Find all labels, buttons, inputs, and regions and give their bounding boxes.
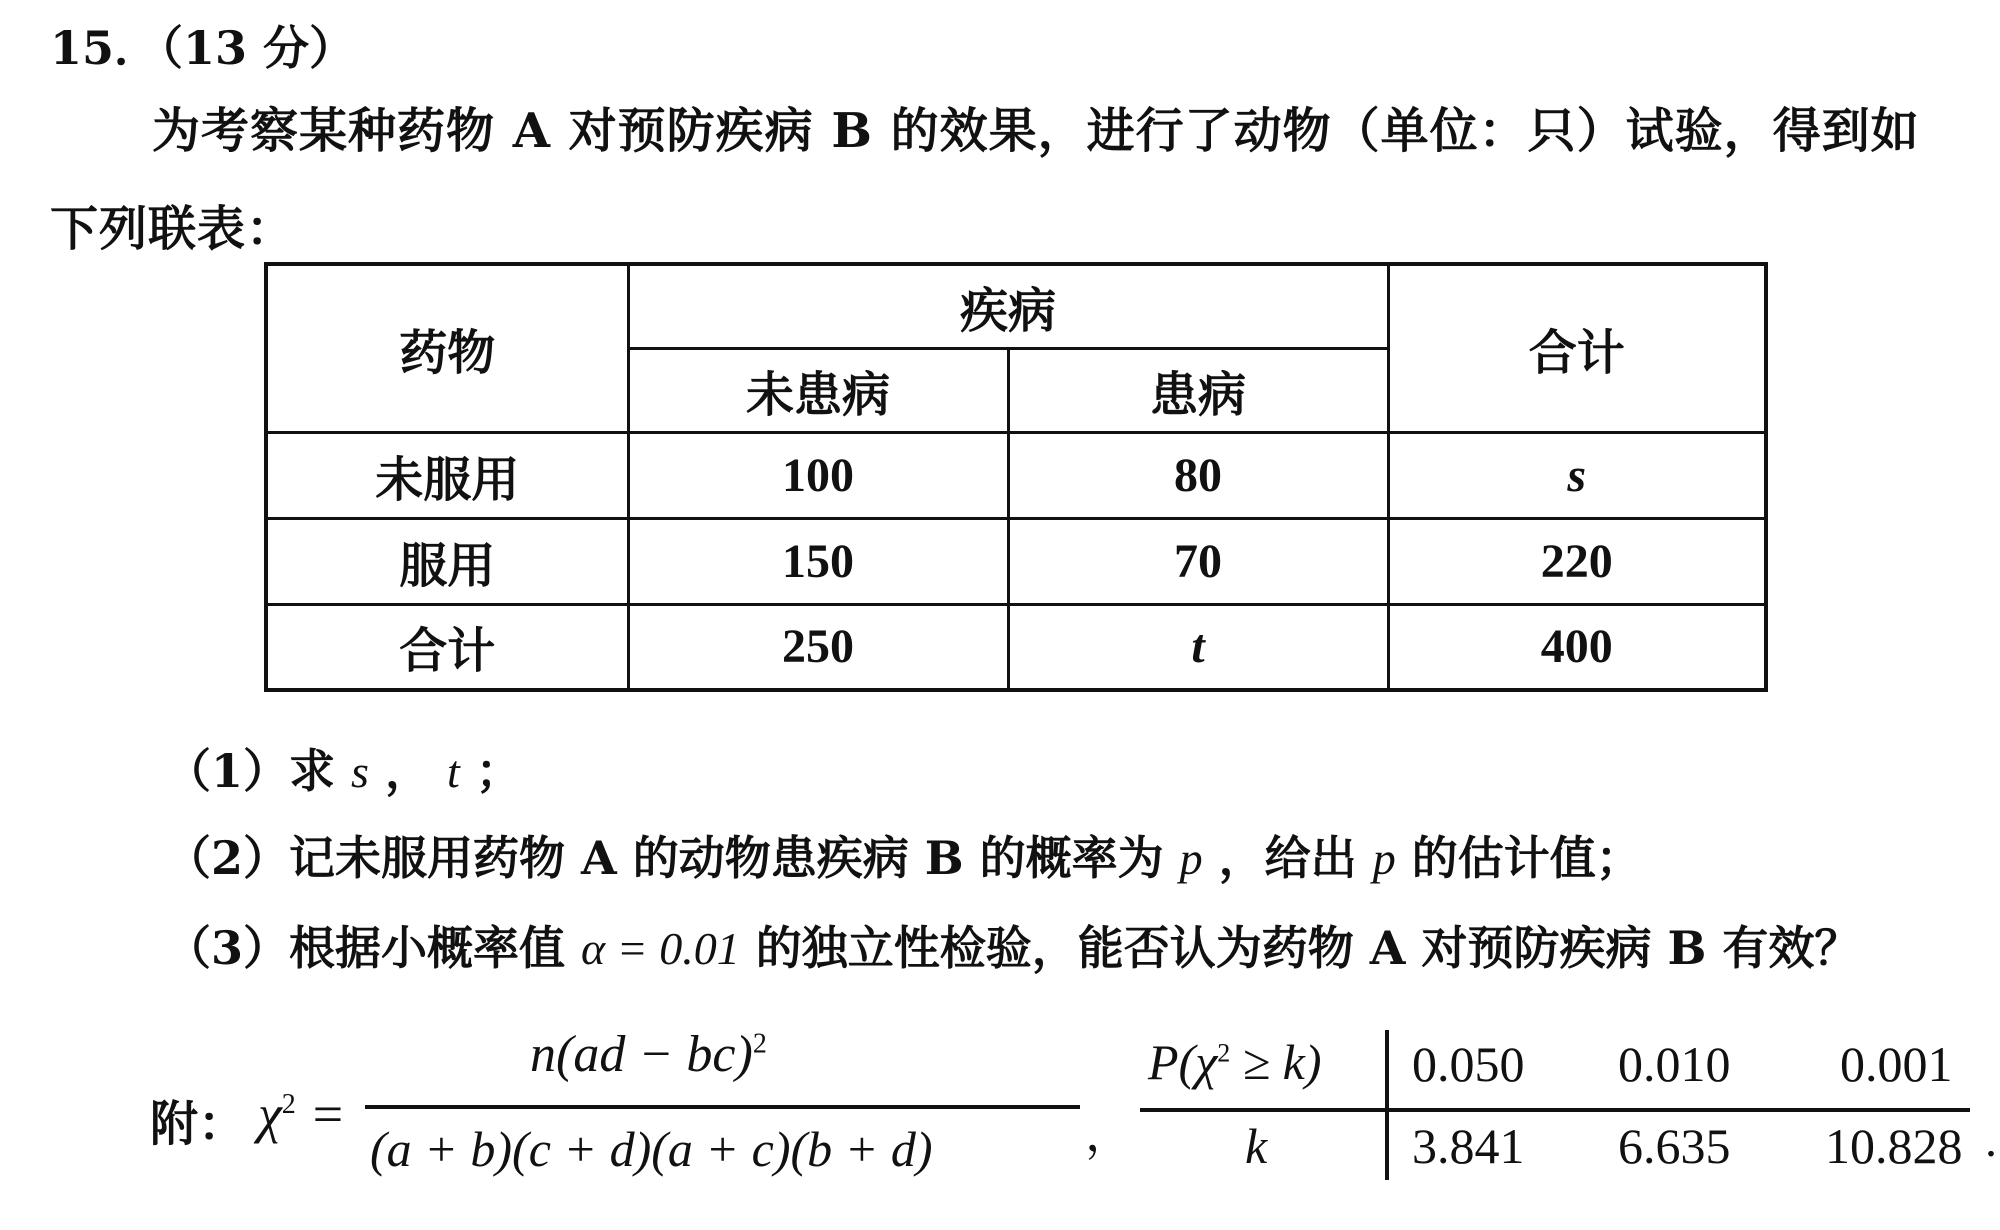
k-row-header: k	[1245, 1118, 1268, 1174]
cell-not-sick: 150	[628, 518, 1008, 604]
p-row-header	[1148, 1033, 1322, 1091]
chi-exponent: 2	[281, 1089, 296, 1120]
variable-s: s	[351, 746, 369, 797]
header-disease: 疾病	[628, 264, 1388, 348]
header-total: 合计	[1388, 264, 1766, 432]
cell-total: 220	[1388, 518, 1766, 604]
cell-sick: 70	[1008, 518, 1388, 604]
table-horizontal-rule	[1140, 1108, 1970, 1112]
subquestion-3	[165, 912, 1860, 978]
question-intro-line-1: 为考察某种药物 A 对预防疾病 B 的效果，进行了动物（单位：只）试验，得到如	[152, 103, 1920, 159]
p-header-exponent: 2	[1217, 1038, 1231, 1068]
cell-total: s	[1388, 432, 1766, 518]
subquestion-1	[165, 735, 522, 801]
variable-t: t	[446, 746, 460, 797]
k-value: 3.841	[1412, 1118, 1525, 1174]
formula-comma: ，	[1085, 1108, 1134, 1161]
subquestion-1-end: ；	[475, 744, 522, 798]
fraction-bar	[365, 1105, 1080, 1109]
formula-numerator	[530, 1025, 767, 1084]
table-row	[266, 604, 1766, 690]
subquestion-1-prefix: （1）求	[165, 744, 336, 798]
variable-p: p	[1372, 833, 1396, 884]
contingency-table	[264, 262, 1768, 692]
numerator-text: n(ad − bc)	[530, 1026, 753, 1083]
equals-sign: =	[295, 1084, 346, 1144]
p-value: 0.050	[1412, 1036, 1525, 1092]
cell-total: 400	[1388, 604, 1766, 690]
p-value: 0.001	[1840, 1036, 1953, 1092]
cell-not-sick: 250	[628, 604, 1008, 690]
question-intro-line-2: 下列联表：	[50, 201, 296, 257]
cell-sick: t	[1008, 604, 1388, 690]
formula-denominator: (a + b)(c + d)(a + c)(b + d)	[370, 1121, 933, 1177]
numerator-exponent: 2	[752, 1028, 767, 1060]
table-row	[266, 432, 1766, 518]
cell-not-sick: 100	[628, 432, 1008, 518]
separator: ，	[384, 744, 431, 798]
subquestion-2-end: 的估计值；	[1411, 831, 1642, 885]
formula-period: .	[1985, 1114, 1997, 1167]
k-value: 10.828	[1825, 1118, 1963, 1174]
question-number: 15．（13 分）	[50, 21, 356, 75]
appendix-formula	[150, 1025, 1997, 1205]
k-value: 6.635	[1618, 1118, 1731, 1174]
subquestion-3-prefix: （3）根据小概率值	[165, 921, 566, 975]
subquestion-2	[165, 822, 1642, 888]
variable-p: p	[1179, 833, 1203, 884]
subquestion-3-end: 的独立性检验，能否认为药物 A 对预防疾病 B 有效？	[755, 921, 1861, 975]
critical-value-table	[1140, 1025, 1970, 1185]
chi-square-symbol	[258, 1083, 346, 1145]
row-label: 服用	[266, 518, 628, 604]
table-vertical-rule	[1385, 1030, 1389, 1180]
subquestion-2-prefix: （2）记未服用药物 A 的动物患疾病 B 的概率为	[165, 831, 1164, 885]
alpha-value: α = 0.01	[581, 923, 740, 974]
subheader-not-sick: 未患病	[628, 348, 1008, 432]
subheader-sick: 患病	[1008, 348, 1388, 432]
row-label: 合计	[266, 604, 628, 690]
p-header-text: P(χ	[1148, 1034, 1218, 1090]
row-label: 未服用	[266, 432, 628, 518]
p-header-rest: ≥ k)	[1230, 1034, 1322, 1090]
cell-sick: 80	[1008, 432, 1388, 518]
subquestion-2-mid: ，给出	[1218, 831, 1357, 885]
appendix-label: 附：	[150, 1096, 247, 1152]
table-row	[266, 518, 1766, 604]
chi-letter: χ	[258, 1084, 282, 1144]
header-drug: 药物	[266, 264, 628, 432]
p-value: 0.010	[1618, 1036, 1731, 1092]
